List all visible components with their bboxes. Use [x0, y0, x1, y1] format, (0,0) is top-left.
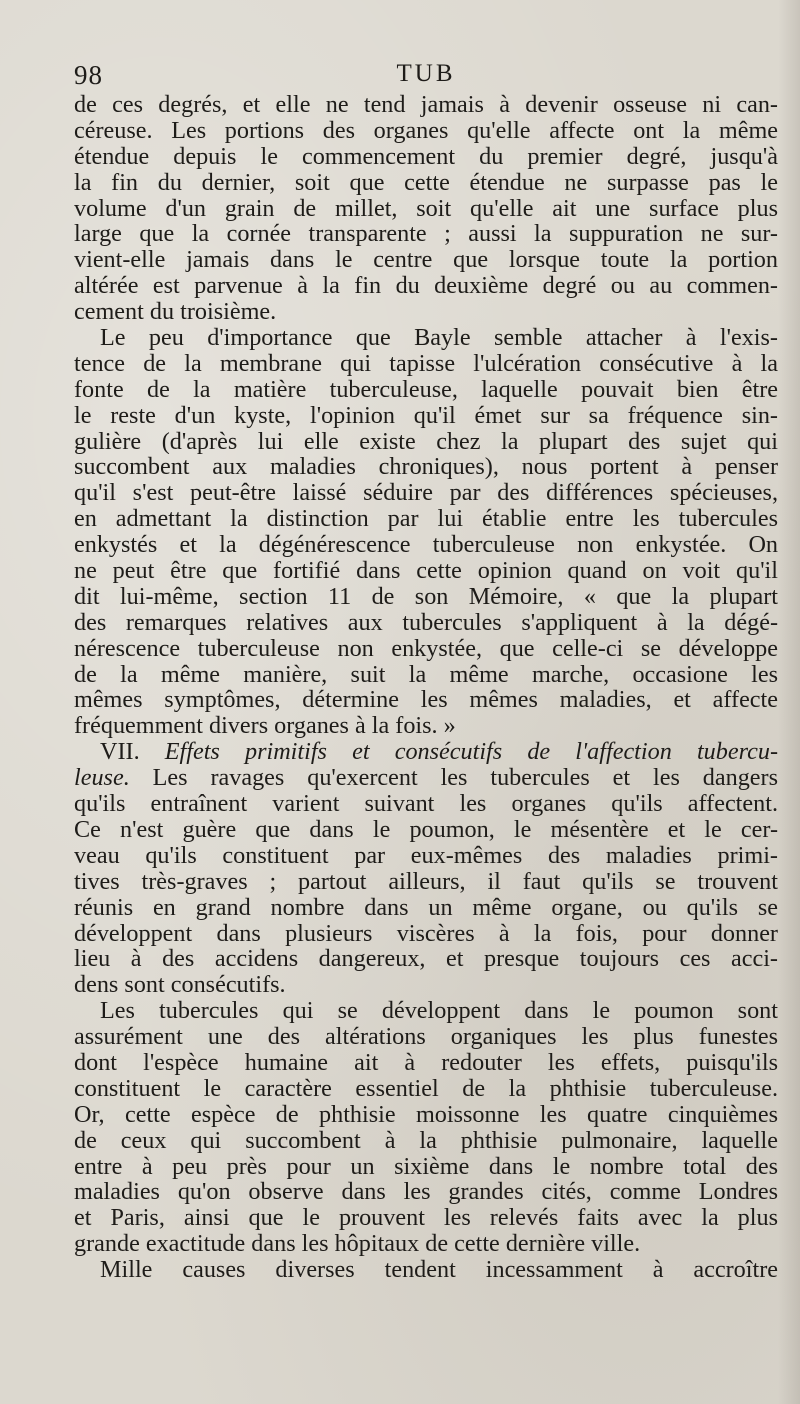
body-text — [74, 92, 778, 1283]
text-line: le reste d'un kyste, l'opinion qu'il émet sur sa fréquence sin- — [74, 402, 778, 429]
text-line: de ces degrés, et elle ne tend jamais à devenir osseuse ni can- — [74, 92, 778, 118]
text-line: ne peut être que fortifié dans cette opinion quand on voit qu'il — [74, 558, 778, 584]
text-line: dit lui-même, section 11 de son Mémoire, « que la plupart — [74, 583, 778, 610]
paragraph-end-line: dens sont consécutifs. — [74, 972, 286, 999]
text-line: de la même manière, suit la même marche, occasione les — [74, 661, 778, 688]
text-line: tives très-graves ; partout ailleurs, il faut qu'ils se trouvent — [74, 868, 778, 895]
text-line: maladies qu'on observe dans les grandes cités, comme Londres — [74, 1179, 778, 1206]
text-line: enkystés et la dégénérescence tuberculeuse non enkystée. On — [74, 532, 778, 559]
text-line: des remarques relatives aux tubercules s'appliquent à la dégé- — [74, 609, 778, 636]
text-line: la fin du dernier, soit que cette étendue ne surpasse pas le — [74, 169, 778, 196]
paragraph-start-line: Le peu d'importance que Bayle semble attacher à l'exis- — [100, 325, 778, 351]
text-line: céreuse. Les portions des organes qu'elle affecte ont la même — [74, 117, 778, 144]
text-line: réunis en grand nombre dans un même organe, ou qu'ils se — [74, 894, 778, 921]
paragraph-start-line: Mille causes diverses tendent incessamment à accroître — [100, 1257, 778, 1283]
page-header — [74, 58, 778, 92]
section-title: Effets primitifs et consécutifs de l'affection tubercu- — [164, 739, 778, 766]
text-line: gulière (d'après lui elle existe chez la plupart des sujet qui — [74, 428, 778, 455]
section-heading-line — [74, 739, 778, 765]
running-head: TUB — [396, 60, 456, 87]
text-line: succombent aux maladies chroniques), nous portent à penser — [74, 454, 778, 481]
text-line: lieu à des accidens dangereux, et presque toujours ces acci- — [74, 946, 778, 973]
text-line: de ceux qui succombent à la phthisie pulmonaire, laquelle — [74, 1127, 778, 1154]
text-line: tence de la membrane qui tapisse l'ulcération consécutive à la — [74, 350, 778, 377]
paragraph-end-line: cement du troisième. — [74, 299, 277, 326]
text-line: Ce n'est guère que dans le poumon, le mésentère et le cer- — [74, 816, 778, 843]
text-line: entre à peu près pour un sixième dans le nombre total des — [74, 1153, 778, 1180]
section-title-end: leuse. — [74, 765, 130, 792]
text-line: volume d'un grain de millet, soit qu'elle ait une surface plus — [74, 195, 778, 222]
section-text: Les ravages qu'exercent les tubercules et les dangers — [129, 765, 778, 792]
text-line: fonte de la matière tuberculeuse, laquelle pouvait bien être — [74, 376, 778, 403]
book-page — [74, 58, 778, 1388]
text-line: en admettant la distinction par lui établie entre les tubercules — [74, 506, 778, 533]
text-line: vient-elle jamais dans le centre que lorsque toute la portion — [74, 247, 778, 274]
text-line: qu'ils entraînent varient suivant les organes qu'ils affectent. — [74, 791, 778, 817]
text-line: et Paris, ainsi que le prouvent les relevés faits avec la plus — [74, 1205, 778, 1232]
section-heading-continuation-line — [74, 765, 778, 791]
text-line: qu'il s'est peut-être laissé séduire par des différences spécieuses, — [74, 480, 778, 507]
text-line: assurément une des altérations organiques les plus funestes — [74, 1024, 778, 1050]
paragraph-end-line: grande exactitude dans les hôpitaux de cette dernière ville. — [74, 1231, 641, 1258]
text-line: Or, cette espèce de phthisie moissonne les quatre cinquièmes — [74, 1101, 778, 1128]
text-line: altérée est parvenue à la fin du deuxième degré ou au commen- — [74, 273, 778, 300]
text-line: mêmes symptômes, détermine les mêmes maladies, et affecte — [74, 687, 778, 714]
paragraph-start-line: Les tubercules qui se développent dans le poumon sont — [100, 998, 778, 1025]
page-edge-shadow — [778, 0, 800, 1404]
paragraph-end-line: fréquemment divers organes à la fois. » — [74, 713, 456, 740]
text-line: développent dans plusieurs viscères à la fois, pour donner — [74, 920, 778, 947]
text-line: nérescence tuberculeuse non enkystée, que celle-ci se développe — [74, 635, 778, 662]
text-line: constituent le caractère essentiel de la phthisie tuberculeuse. — [74, 1075, 778, 1102]
text-line: veau qu'ils constituent par eux-mêmes des maladies primi- — [74, 842, 778, 869]
text-line: large que la cornée transparente ; aussi la suppuration ne sur- — [74, 221, 778, 248]
text-line: étendue depuis le commencement du premier degré, jusqu'à — [74, 143, 778, 170]
page-number: 98 — [74, 60, 103, 90]
text-line: dont l'espèce humaine ait à redouter les effets, puisqu'ils — [74, 1049, 778, 1076]
section-number: VII. — [100, 739, 165, 766]
